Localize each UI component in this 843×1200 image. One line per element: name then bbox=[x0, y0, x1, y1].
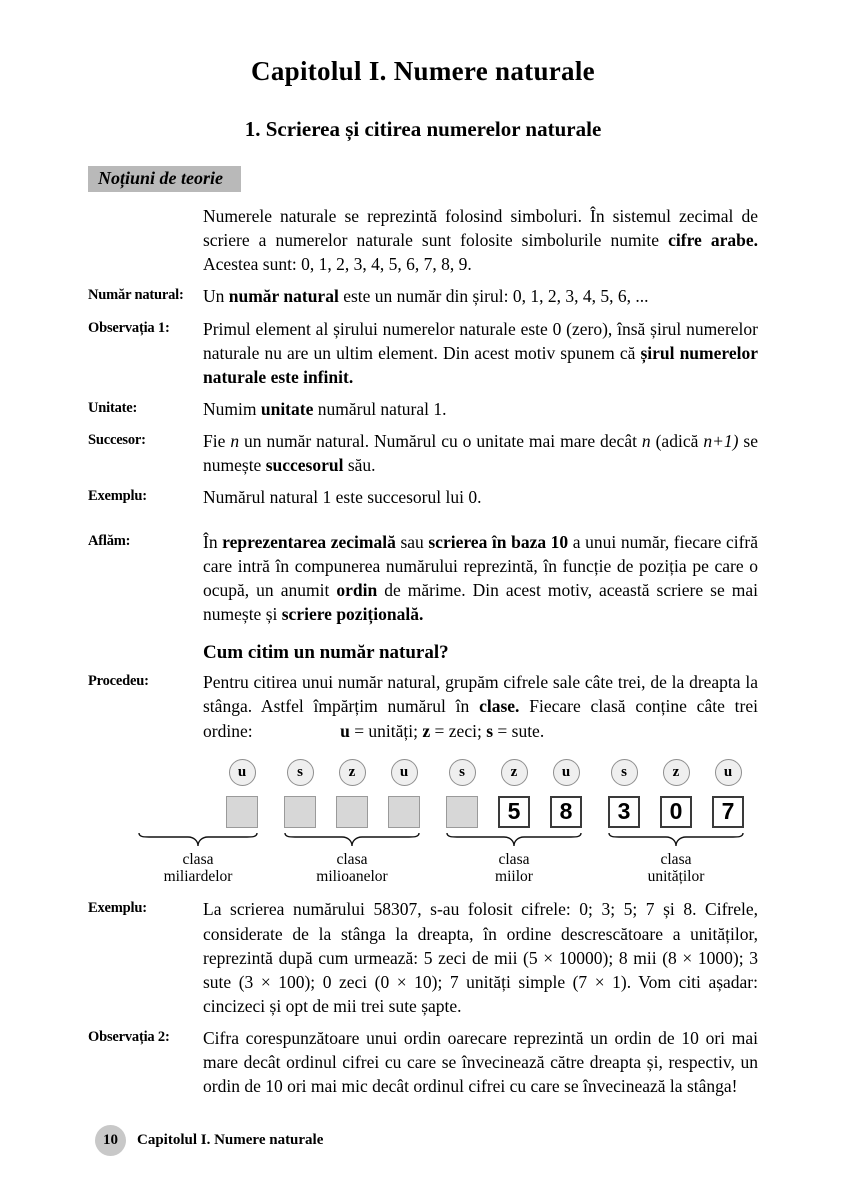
digit-box: 3 bbox=[608, 796, 640, 828]
order-column bbox=[226, 759, 258, 828]
entry-text: Cifra corespunzătoare unui ordin oarecare reprezintă un ordin de 10 ori mai mare decât ordinul cifrei cu care se învecinează către dreapta și, respectiv, un ordin de 10 ori mai mic decât ordinul cifrei cu care se învecinează la stânga! bbox=[203, 1028, 758, 1097]
digit-box: 8 bbox=[550, 796, 582, 828]
order-column bbox=[608, 759, 640, 828]
heading-cum-citim bbox=[88, 640, 758, 666]
margin-label: Număr natural: bbox=[88, 287, 184, 304]
theory-section-label: Noțiuni de teorie bbox=[98, 168, 223, 188]
margin-label bbox=[88, 204, 203, 276]
order-letter-circle: z bbox=[501, 759, 528, 786]
order-column bbox=[498, 759, 530, 828]
empty-digit-box bbox=[226, 796, 258, 828]
class-label: clasa milioanelor bbox=[316, 850, 388, 886]
entry-text: Numim unitate numărul natural 1. bbox=[203, 398, 447, 419]
underbrace bbox=[446, 832, 582, 849]
margin-label: Exemplu: bbox=[88, 900, 147, 917]
margin-label: Observația 2: bbox=[88, 1029, 170, 1046]
page-number-badge: 10 bbox=[95, 1125, 126, 1156]
order-letter-circle: u bbox=[553, 759, 580, 786]
entry-text: În reprezentarea zecimală sau scrierea în baza 10 a unui număr, fiecare cifră care intră în compunerea numărului reprezintă, în funcție de poziția pe care o ocupă, un anumit ordin de mărime. Din acest motiv, această scriere se mai numește și scriere pozițională. bbox=[203, 531, 759, 624]
entry-text: La scrierea numărului 58307, s-au folosit cifrele: 0; 3; 5; 7 și 8. Cifrele, considerate de la stânga la dreapta, în ordine descrescătoare a unităților, reprezintă după cum urmează: 5 zeci de mii (5 × 10000); 8 mii (8 × 1000); 3 sute (3 × 100); 0 zeci (0 × 10); 7 unități simple (7 × 1). Vom citi așadar: cincizeci și opt de mii trei sute șapte. bbox=[203, 899, 758, 1017]
digit-box: 7 bbox=[712, 796, 744, 828]
order-column bbox=[550, 759, 582, 828]
order-letter-circle: u bbox=[229, 759, 256, 786]
class-group-milioanelor bbox=[284, 759, 420, 886]
order-letter-circle: u bbox=[391, 759, 418, 786]
chapter-title: Capitolul I. Numere naturale bbox=[251, 56, 595, 86]
entry-text: Numerele naturale se reprezintă folosind simboluri. În sistemul zecimal de scriere a numerelor naturale sunt folosite simbolurile numite cifre arabe. Acestea sunt: 0, 1, 2, 3, 4, 5, 6, 7, 8, 9. bbox=[203, 206, 758, 275]
empty-digit-box bbox=[284, 796, 316, 828]
unitate bbox=[88, 397, 758, 421]
entry-text: Cum citim un număr natural? bbox=[203, 642, 449, 664]
order-letter-circle: u bbox=[715, 759, 742, 786]
margin-label: Unitate: bbox=[88, 399, 138, 416]
aflam bbox=[88, 530, 758, 627]
order-letter-circle: s bbox=[287, 759, 314, 786]
margin-label: Aflăm: bbox=[88, 532, 131, 549]
class-label: clasa miliardelor bbox=[163, 850, 233, 886]
theory-section-header bbox=[88, 166, 241, 192]
margin-label: Procedeu: bbox=[88, 673, 149, 690]
margin-label: Observația 1: bbox=[88, 319, 170, 336]
order-letter-circle: z bbox=[339, 759, 366, 786]
exemplu-1 bbox=[88, 485, 758, 509]
order-column bbox=[712, 759, 744, 828]
page-footer bbox=[95, 1125, 323, 1156]
exemplu-2 bbox=[88, 897, 758, 1018]
section-title: 1. Scrierea și citirea numerelor naturale bbox=[244, 117, 602, 141]
digit-box: 0 bbox=[660, 796, 692, 828]
empty-digit-box bbox=[388, 796, 420, 828]
entry-text: Fie n un număr natural. Numărul cu o unitate mai mare decât n (adică n+1) se numește succesorul său. bbox=[203, 431, 758, 476]
empty-digit-box bbox=[446, 796, 478, 828]
margin-label: Exemplu: bbox=[88, 488, 147, 505]
margin-label: Succesor: bbox=[88, 432, 146, 449]
digit-box: 5 bbox=[498, 796, 530, 828]
order-letter-circle: s bbox=[611, 759, 638, 786]
underbrace bbox=[138, 832, 258, 849]
entry-text: Numărul natural 1 este succesorul lui 0. bbox=[203, 487, 482, 508]
procedeu bbox=[88, 670, 758, 742]
order-column bbox=[336, 759, 368, 828]
margin-label bbox=[88, 640, 203, 666]
class-group-unităților bbox=[608, 759, 744, 886]
intro-paragraph bbox=[88, 204, 758, 276]
entry-text: Primul element al șirului numerelor naturale este 0 (zero), însă șirul numerelor naturale nu are un ultim element. Din acest motiv spunem că șirul numerelor naturale este infinit. bbox=[203, 318, 758, 387]
class-label: clasa unităților bbox=[647, 850, 705, 886]
observatia-1 bbox=[88, 317, 758, 389]
class-label: clasa miilor bbox=[495, 850, 533, 886]
entry-text: Un număr natural este un număr din șirul: 0, 1, 2, 3, 4, 5, 6, ... bbox=[203, 286, 649, 307]
content-entries-top bbox=[88, 204, 758, 743]
succesor bbox=[88, 429, 758, 477]
footer-chapter-label: Capitolul I. Numere naturale bbox=[137, 1132, 324, 1148]
class-groups bbox=[138, 759, 758, 886]
entry-text: Pentru citirea unui număr natural, grupăm cifrele sale câte trei, de la dreapta la stânga. Astfel împărțim numărul în clase. Fiecare clasă conține câte trei ordine: u = unități; z = zeci; s = sute. bbox=[203, 672, 758, 741]
numar-natural bbox=[88, 284, 758, 308]
order-letter-circle: z bbox=[663, 759, 690, 786]
order-column bbox=[446, 759, 478, 828]
place-value-diagram bbox=[138, 759, 758, 886]
underbrace bbox=[284, 832, 420, 849]
class-group-miilor bbox=[446, 759, 582, 886]
observatia-2 bbox=[88, 1026, 758, 1098]
order-column bbox=[388, 759, 420, 828]
order-letter-circle: s bbox=[449, 759, 476, 786]
order-column bbox=[284, 759, 316, 828]
content-entries-bottom bbox=[88, 897, 758, 1098]
empty-digit-box bbox=[336, 796, 368, 828]
order-column bbox=[660, 759, 692, 828]
class-group-miliardelor bbox=[138, 759, 258, 886]
underbrace bbox=[608, 832, 744, 849]
